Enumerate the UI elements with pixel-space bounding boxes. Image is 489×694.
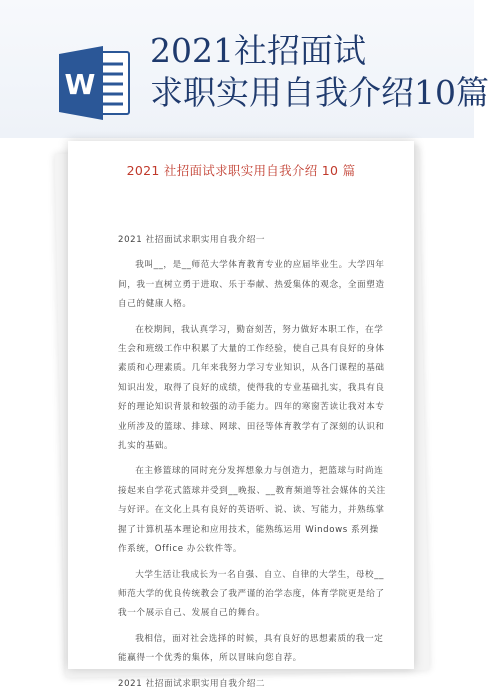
- page-title-line-1: 2021社招面试: [150, 31, 366, 70]
- page-title-line-2: 求职实用自我介绍10篇: [150, 73, 489, 112]
- section-heading-1: 2021 社招面试求职实用自我介绍一: [118, 235, 266, 245]
- paragraph-3: 在主修篮球的同时充分发挥想象力与创造力，把篮球与时尚连接起来自学花式篮球并受到__晚报、__教育频道等社会媒体的关注与好评。在文化上具有良好的英语听、说、读、写能力，并熟练掌握了计算机基本理论和应用技术，能熟练运用 Windows 系列操作系统，Office 办公软件等。: [118, 466, 386, 555]
- paragraph-4: 大学生活让我成长为一名自强、自立、自律的大学生，母校__师范大学的优良传统教会了我严谨的治学态度，体育学院更是给了我一个展示自己、发展自己的舞台。: [118, 569, 385, 619]
- section-heading-2: 2021 社招面试求职实用自我介绍二: [118, 678, 266, 689]
- paragraph-2: 在校期间，我认真学习，勤奋刻苦，努力做好本职工作，在学生会和班级工作中积累了大量的工作经验，使自己具有良好的身体素质和心理素质。几年来我努力学习专业知识，从各门课程的基础知识出发，取得了良好的成绩，使得我的专业基础扎实，我具有良好的理论知识背景和较强的动手能力。四年的寒窗苦读让我对本专业所涉及的篮球、排球、网球、田径等体育教学有了深刻的认识和扎实的基础。: [118, 324, 385, 452]
- page-title: [150, 30, 489, 114]
- hero-banner: [0, 0, 489, 138]
- document-page: [68, 141, 414, 689]
- document-body: [118, 231, 386, 694]
- word-logo-letter: W: [64, 68, 96, 101]
- paragraph-5: 我相信，面对社会选择的时候，具有良好的思想素质的我一定能赢得一个优秀的集体，所以冒昧向您自荐。: [118, 633, 384, 664]
- document-title: 2021 社招面试求职实用自我介绍 10 篇: [126, 163, 356, 178]
- paragraph-1: 我叫__，是__师范大学体育教育专业的应届毕业生。大学四年间，我一直树立勇于进取、乐于奉献、热爱集体的观念，全面塑造自己的健康人格。: [118, 260, 385, 310]
- word-document-icon: [59, 44, 131, 122]
